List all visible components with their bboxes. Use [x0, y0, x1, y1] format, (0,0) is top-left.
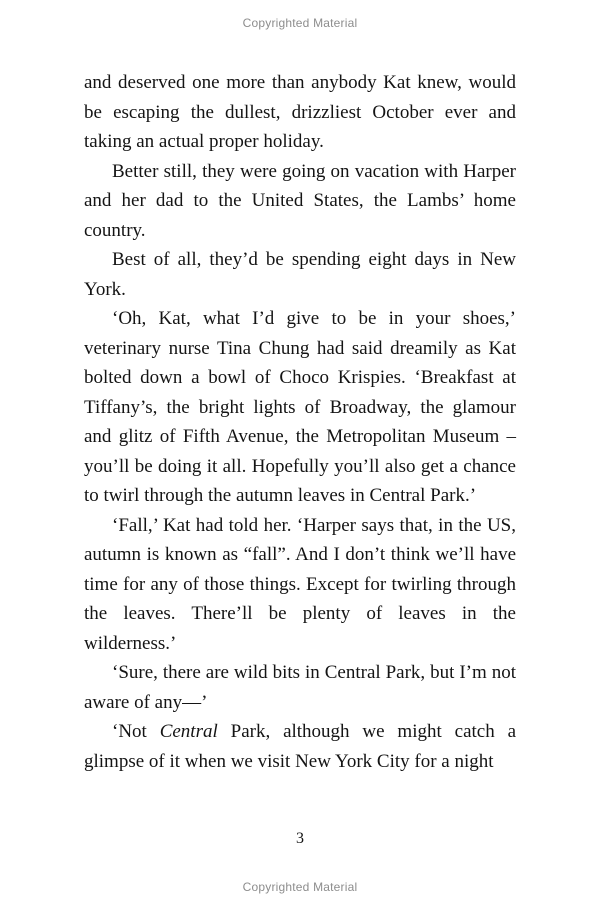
italic-text-segment: Central [159, 721, 218, 742]
text-segment: Better still, they were going on vacation with Harper and her dad to the United States, the Lambs’ home country. [84, 160, 516, 241]
paragraph [84, 157, 516, 246]
paragraph [84, 245, 516, 304]
text-segment: ‘Sure, there are wild bits in Central Park, but I’m not aware of any—’ [84, 662, 516, 713]
text-segment: ‘Fall,’ Kat had told her. ‘Harper says that, in the US, autumn is known as “fall”. And I don’t think we’ll have time for any of those things. Except for twirling through the leaves. There’ll be plenty of leaves in the wilderness.’ [84, 514, 516, 654]
body-text [84, 68, 516, 776]
paragraph [84, 304, 516, 511]
text-segment: Best of all, they’d be spending eight days in New York. [84, 249, 516, 300]
paragraph [84, 658, 516, 717]
paragraph [84, 717, 516, 776]
copyright-notice-bottom: Copyrighted Material [242, 880, 358, 894]
text-segment: Park, although we might catch a glimpse of it when we visit New York City for a night [84, 721, 517, 772]
paragraph [84, 68, 516, 157]
page-number: 3 [296, 830, 304, 847]
text-segment: and deserved one more than anybody Kat knew, would be escaping the dullest, drizzliest October ever and taking an actual proper holiday. [84, 72, 516, 152]
text-segment: ‘Oh, Kat, what I’d give to be in your shoes,’ veterinary nurse Tina Chung had said dreamily as Kat bolted down a bowl of Choco Krispies. ‘Breakfast at Tiffany’s, the bright lights of Broadway, the glamour and glitz of Fifth Avenue, the Metropolitan Museum – you’ll be doing it all. Hopefully you’ll also get a chance to twirl through the autumn leaves in Central Park.’ [84, 308, 516, 506]
text-segment: ‘Not [112, 721, 160, 742]
copyright-notice-top: Copyrighted Material [242, 16, 358, 30]
paragraph [84, 511, 516, 659]
